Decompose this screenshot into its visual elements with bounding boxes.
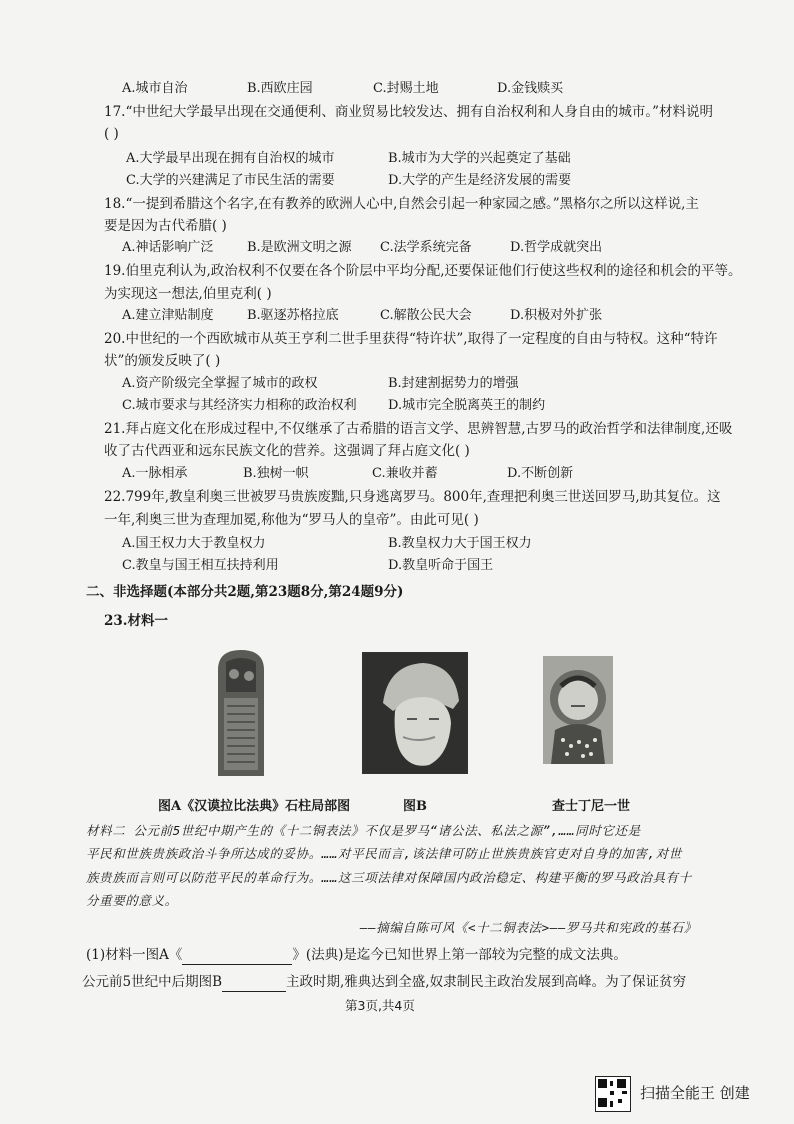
q21-option-c: C.兼收并蓄 [372,466,438,481]
figure-c-caption: 查士丁尼一世 [552,799,631,814]
q19-option-c: C.解散公民大会 [380,308,472,323]
material2-line1: 材料二 公元前5世纪中期产生的《十二铜表法》不仅是罗马“诸公法、私法之源”,……同时它还是 [86,823,641,838]
q21-option-d: D.不断创新 [507,466,574,481]
q23-blank-1[interactable] [182,946,292,965]
q18-option-c: C.法学系统完备 [380,240,472,255]
q19-option-b: B.驱逐苏格拉底 [247,308,339,323]
q21-stem-line1: 21.拜占庭文化在形成过程中,不仅继承了古希腊的语言文学、思辨智慧,古罗马的政治哲学和法律制度,还吸 [104,421,733,437]
figure-a-caption: 图A《汉谟拉比法典》石柱局部图 [158,799,351,814]
q19-option-d: D.积极对外扩张 [510,308,603,323]
q23-blank-2[interactable] [222,973,286,992]
figure-b-caption: 图B [403,799,427,814]
q22-option-a: A.国王权力大于教皇权力 [122,536,266,551]
q18-option-a: A.神话影响广泛 [122,240,214,255]
q16-option-a: A.城市自治 [122,81,188,96]
q18-option-d: D.哲学成就突出 [510,240,603,255]
q23-sub1-part-c: 公元前5世纪中后期图B [82,974,223,990]
q21-option-a: A.一脉相承 [122,466,188,481]
q19-stem-line2: 为实现这一想法,伯里克利( ) [104,286,272,302]
page-number: 第3页,共4页 [345,998,415,1013]
figure-c-mosaic-image [543,656,613,764]
q23-label: 23.材料一 [104,613,168,629]
q20-stem-line1: 20.中世纪的一个西欧城市从英王亨利二世手里获得“特许状”,取得了一定程度的自由与特权。这种“特许 [104,331,718,347]
q18-stem-line2: 要是因为古代希腊( ) [104,218,227,234]
q23-sub1-part-d: 主政时期,雅典达到全盛,奴隶制民主政治发展到高峰。为了保证贫穷 [286,974,687,990]
material2-source: ——摘编自陈可风《<十二铜表法>——罗马共和宪政的基石》 [360,920,697,935]
q22-stem-line2: 一年,利奥三世为查理加冕,称他为“罗马人的皇帝”。由此可见( ) [104,512,479,528]
q23-sub1-part-a: (1)材料一图A《 [86,947,183,963]
material2-line4: 分重要的意义。 [86,893,178,908]
figure-b-bust-image [362,652,468,774]
q22-option-d: D.教皇听命于国王 [388,558,494,573]
q16-option-c: C.封赐土地 [373,81,439,96]
q18-stem-line1: 18.“一提到希腊这个名字,在有教养的欧洲人心中,自然会引起一种家园之感。”黑格尔之所以这样说,主 [104,196,699,212]
q22-option-b: B.教皇权力大于国王权力 [388,536,532,551]
q22-option-c: C.教皇与国王相互扶持利用 [122,558,279,573]
q17-option-a: A.大学最早出现在拥有自治权的城市 [126,151,335,166]
q17-option-d: D.大学的产生是经济发展的需要 [388,173,572,188]
scanner-watermark: 扫描全能王 创建 [640,1084,750,1102]
q19-stem-line1: 19.伯里克利认为,政治权利不仅要在各个阶层中平均分配,还要保证他们行使这些权利的途径和机会的平等。 [104,263,742,279]
q21-stem-line2: 收了古代西亚和远东民族文化的营养。这强调了拜占庭文化( ) [104,443,470,459]
qr-code-icon [595,1076,631,1112]
q23-sub1-line1 [86,946,627,965]
q17-option-c: C.大学的兴建满足了市民生活的需要 [126,173,335,188]
q22-stem-line1: 22.799年,教皇利奥三世被罗马贵族废黜,只身逃离罗马。800年,查理把利奥三世送回罗马,助其复位。这 [104,489,721,505]
q20-option-c: C.城市要求与其经济实力相称的政治权利 [122,398,357,413]
q18-option-b: B.是欧洲文明之源 [247,240,352,255]
q21-option-b: B.独树一帜 [243,466,309,481]
q16-option-d: D.金钱赎买 [497,81,564,96]
q16-option-b: B.西欧庄园 [247,81,313,96]
q17-paren: ( ) [104,126,119,142]
q19-option-a: A.建立津贴制度 [122,308,214,323]
figure-a-stele-image [210,648,272,776]
q17-stem: 17.“中世纪大学最早出现在交通便利、商业贸易比较发达、拥有自治权利和人身自由的城市。”材料说明 [104,104,714,120]
q20-option-b: B.封建割据势力的增强 [388,376,519,391]
section2-heading: 二、非选择题(本部分共2题,第23题8分,第24题9分) [86,584,404,600]
q20-option-d: D.城市完全脱离英王的制约 [388,398,546,413]
q17-option-b: B.城市为大学的兴起奠定了基础 [388,151,571,166]
material2-line2: 平民和世族贵族政治斗争所达成的妥协。……对平民而言,该法律可防止世族贵族官吏对自身的加害,对世 [86,846,682,861]
material2-line3: 族贵族而言则可以防范平民的革命行为。……这三项法律对保障国内政治稳定、构建平衡的罗马政治具有十 [86,870,692,885]
q20-stem-line2: 状”的颁发反映了( ) [104,353,221,369]
q23-sub1-part-b: 》(法典)是迄今已知世界上第一部较为完整的成文法典。 [292,947,627,963]
q23-sub1-line2 [82,973,686,992]
q20-option-a: A.资产阶级完全掌握了城市的政权 [122,376,318,391]
